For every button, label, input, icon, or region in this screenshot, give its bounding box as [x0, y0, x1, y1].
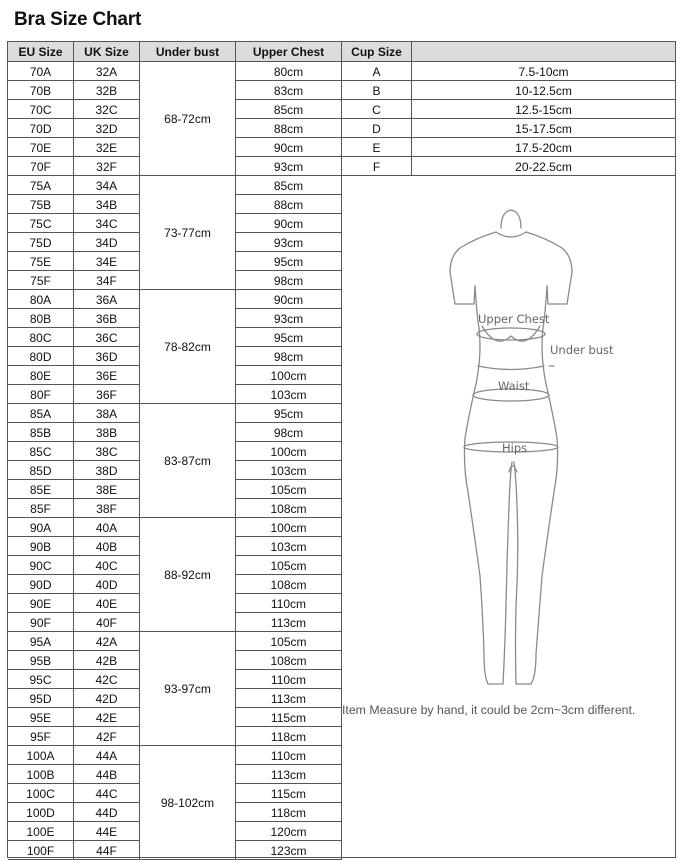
cell-uk: 44C	[74, 784, 140, 803]
cell-upper: 98cm	[236, 423, 342, 442]
cell-under-bust: 88-92cm	[140, 518, 236, 632]
cell-uk: 34A	[74, 176, 140, 195]
cell-eu: 75E	[8, 252, 74, 271]
cell-upper: 115cm	[236, 784, 342, 803]
neckline	[496, 232, 526, 237]
cell-eu: 95A	[8, 632, 74, 651]
cell-uk: 36A	[74, 290, 140, 309]
header-cup-size: Cup Size	[342, 42, 412, 61]
under-bust-line	[478, 366, 544, 370]
cell-uk: 38C	[74, 442, 140, 461]
cell-upper: 110cm	[236, 594, 342, 613]
cell-upper: 105cm	[236, 556, 342, 575]
cell-upper: 95cm	[236, 404, 342, 423]
cell-uk: 44B	[74, 765, 140, 784]
cell-cup-difference: 15-17.5cm	[412, 119, 675, 138]
header-difference	[412, 42, 675, 61]
cell-upper: 100cm	[236, 442, 342, 461]
cell-upper: 90cm	[236, 290, 342, 309]
cell-upper: 98cm	[236, 271, 342, 290]
cell-cup-difference: 12.5-15cm	[412, 100, 675, 119]
cell-under-bust: 98-102cm	[140, 746, 236, 860]
cell-uk: 34F	[74, 271, 140, 290]
cell-under-bust: 73-77cm	[140, 176, 236, 290]
cell-uk: 40B	[74, 537, 140, 556]
cell-eu: 85F	[8, 499, 74, 518]
cell-eu: 75D	[8, 233, 74, 252]
cell-eu: 85E	[8, 480, 74, 499]
inner-right-leg	[514, 462, 518, 684]
cell-uk: 38B	[74, 423, 140, 442]
page-title: Bra Size Chart	[14, 9, 142, 30]
cell-eu: 80F	[8, 385, 74, 404]
cell-eu: 75C	[8, 214, 74, 233]
cell-uk: 32E	[74, 138, 140, 157]
cell-eu: 70F	[8, 157, 74, 176]
cell-upper: 113cm	[236, 765, 342, 784]
cell-uk: 36E	[74, 366, 140, 385]
cell-eu: 90A	[8, 518, 74, 537]
cell-eu: 85C	[8, 442, 74, 461]
cell-uk: 42E	[74, 708, 140, 727]
cell-uk: 38E	[74, 480, 140, 499]
cell-eu: 80B	[8, 309, 74, 328]
under-bust-label: Under bust	[550, 343, 614, 357]
cell-eu: 75B	[8, 195, 74, 214]
cell-upper: 120cm	[236, 822, 342, 841]
cell-eu: 90E	[8, 594, 74, 613]
cell-upper: 108cm	[236, 575, 342, 594]
cell-eu: 80D	[8, 347, 74, 366]
left-sleeve-outline	[450, 232, 496, 304]
cell-uk: 32B	[74, 81, 140, 100]
cell-upper: 113cm	[236, 689, 342, 708]
cell-eu: 90D	[8, 575, 74, 594]
cell-eu: 80C	[8, 328, 74, 347]
cell-upper: 118cm	[236, 803, 342, 822]
waist-label: Waist	[498, 379, 530, 393]
cell-uk: 36F	[74, 385, 140, 404]
header-upper-chest: Upper Chest	[236, 42, 342, 61]
cell-upper: 108cm	[236, 651, 342, 670]
cell-cup: E	[342, 138, 412, 157]
cell-uk: 32C	[74, 100, 140, 119]
cell-uk: 38D	[74, 461, 140, 480]
cell-eu: 100C	[8, 784, 74, 803]
cell-eu: 80E	[8, 366, 74, 385]
cell-uk: 42C	[74, 670, 140, 689]
cell-eu: 80A	[8, 290, 74, 309]
cell-uk: 44E	[74, 822, 140, 841]
cell-upper: 105cm	[236, 480, 342, 499]
cell-eu: 95C	[8, 670, 74, 689]
table-header	[8, 42, 675, 62]
cell-eu: 85B	[8, 423, 74, 442]
cell-upper: 110cm	[236, 746, 342, 765]
cell-uk: 40A	[74, 518, 140, 537]
right-sleeve-outline	[526, 232, 572, 304]
cell-uk: 36C	[74, 328, 140, 347]
cell-uk: 44F	[74, 841, 140, 860]
cell-uk: 36D	[74, 347, 140, 366]
header-eu-size: EU Size	[8, 42, 74, 61]
cell-upper: 103cm	[236, 537, 342, 556]
cell-upper: 93cm	[236, 309, 342, 328]
cell-uk: 34E	[74, 252, 140, 271]
cell-uk: 40E	[74, 594, 140, 613]
cell-under-bust: 83-87cm	[140, 404, 236, 518]
cell-uk: 32D	[74, 119, 140, 138]
cell-uk: 42F	[74, 727, 140, 746]
cell-upper: 90cm	[236, 138, 342, 157]
hips-label: Hips	[502, 441, 528, 455]
left-body-outline	[464, 286, 488, 684]
cell-upper: 90cm	[236, 214, 342, 233]
cell-upper: 123cm	[236, 841, 342, 860]
cell-cup: D	[342, 119, 412, 138]
cell-uk: 42D	[74, 689, 140, 708]
cell-uk: 40F	[74, 613, 140, 632]
cell-upper: 103cm	[236, 385, 342, 404]
cell-eu: 70A	[8, 62, 74, 81]
cell-cup-difference: 7.5-10cm	[412, 62, 675, 81]
cell-uk: 38A	[74, 404, 140, 423]
cell-upper: 95cm	[236, 252, 342, 271]
cell-upper: 80cm	[236, 62, 342, 81]
cell-upper: 98cm	[236, 347, 342, 366]
cell-uk: 42A	[74, 632, 140, 651]
cell-upper: 115cm	[236, 708, 342, 727]
cell-eu: 75F	[8, 271, 74, 290]
cell-uk: 32A	[74, 62, 140, 81]
cell-upper: 110cm	[236, 670, 342, 689]
cell-uk: 40C	[74, 556, 140, 575]
cell-eu: 70D	[8, 119, 74, 138]
cell-eu: 100E	[8, 822, 74, 841]
size-chart-table	[7, 41, 676, 858]
cell-upper: 95cm	[236, 328, 342, 347]
cell-eu: 100B	[8, 765, 74, 784]
cell-cup-difference: 20-22.5cm	[412, 157, 675, 176]
cell-eu: 90B	[8, 537, 74, 556]
cell-upper: 88cm	[236, 195, 342, 214]
crotch-line	[509, 466, 517, 472]
cell-upper: 83cm	[236, 81, 342, 100]
cell-under-bust: 78-82cm	[140, 290, 236, 404]
cell-upper: 118cm	[236, 727, 342, 746]
cell-uk: 34B	[74, 195, 140, 214]
cell-cup: B	[342, 81, 412, 100]
cell-eu: 95F	[8, 727, 74, 746]
body-measure-figure	[336, 176, 677, 736]
cell-upper: 85cm	[236, 176, 342, 195]
cell-under-bust: 93-97cm	[140, 632, 236, 746]
upper-chest-label: Upper Chest	[478, 312, 550, 326]
cell-uk: 44A	[74, 746, 140, 765]
cell-upper: 103cm	[236, 461, 342, 480]
cell-upper: 113cm	[236, 613, 342, 632]
cell-eu: 90C	[8, 556, 74, 575]
cell-eu: 70B	[8, 81, 74, 100]
cell-eu: 95D	[8, 689, 74, 708]
cell-upper: 93cm	[236, 233, 342, 252]
cell-uk: 38F	[74, 499, 140, 518]
cell-upper: 108cm	[236, 499, 342, 518]
cell-upper: 93cm	[236, 157, 342, 176]
cell-under-bust: 68-72cm	[140, 62, 236, 176]
cell-uk: 40D	[74, 575, 140, 594]
cell-cup: F	[342, 157, 412, 176]
cell-eu: 70C	[8, 100, 74, 119]
cell-upper: 88cm	[236, 119, 342, 138]
cell-uk: 44D	[74, 803, 140, 822]
cell-uk: 42B	[74, 651, 140, 670]
cell-upper: 105cm	[236, 632, 342, 651]
neck-outline	[501, 210, 521, 228]
cell-uk: 36B	[74, 309, 140, 328]
cell-eu: 95B	[8, 651, 74, 670]
cell-cup-difference: 10-12.5cm	[412, 81, 675, 100]
cell-eu: 85D	[8, 461, 74, 480]
cell-eu: 95E	[8, 708, 74, 727]
cell-uk: 32F	[74, 157, 140, 176]
cell-eu: 100F	[8, 841, 74, 860]
cell-upper: 100cm	[236, 366, 342, 385]
inner-left-leg	[503, 462, 512, 684]
cell-eu: 85A	[8, 404, 74, 423]
cell-upper: 100cm	[236, 518, 342, 537]
cell-cup: C	[342, 100, 412, 119]
cell-upper: 85cm	[236, 100, 342, 119]
cell-uk: 34D	[74, 233, 140, 252]
cell-cup: A	[342, 62, 412, 81]
figure-panel	[336, 176, 677, 859]
header-under-bust: Under bust	[140, 42, 236, 61]
cell-cup-difference: 17.5-20cm	[412, 138, 675, 157]
measurement-note: Item Measure by hand, it could be 2cm~3cm different.	[342, 703, 636, 717]
cell-eu: 75A	[8, 176, 74, 195]
cell-eu: 90F	[8, 613, 74, 632]
cell-eu: 100D	[8, 803, 74, 822]
cell-eu: 100A	[8, 746, 74, 765]
cell-eu: 70E	[8, 138, 74, 157]
cell-uk: 34C	[74, 214, 140, 233]
header-uk-size: UK Size	[74, 42, 140, 61]
